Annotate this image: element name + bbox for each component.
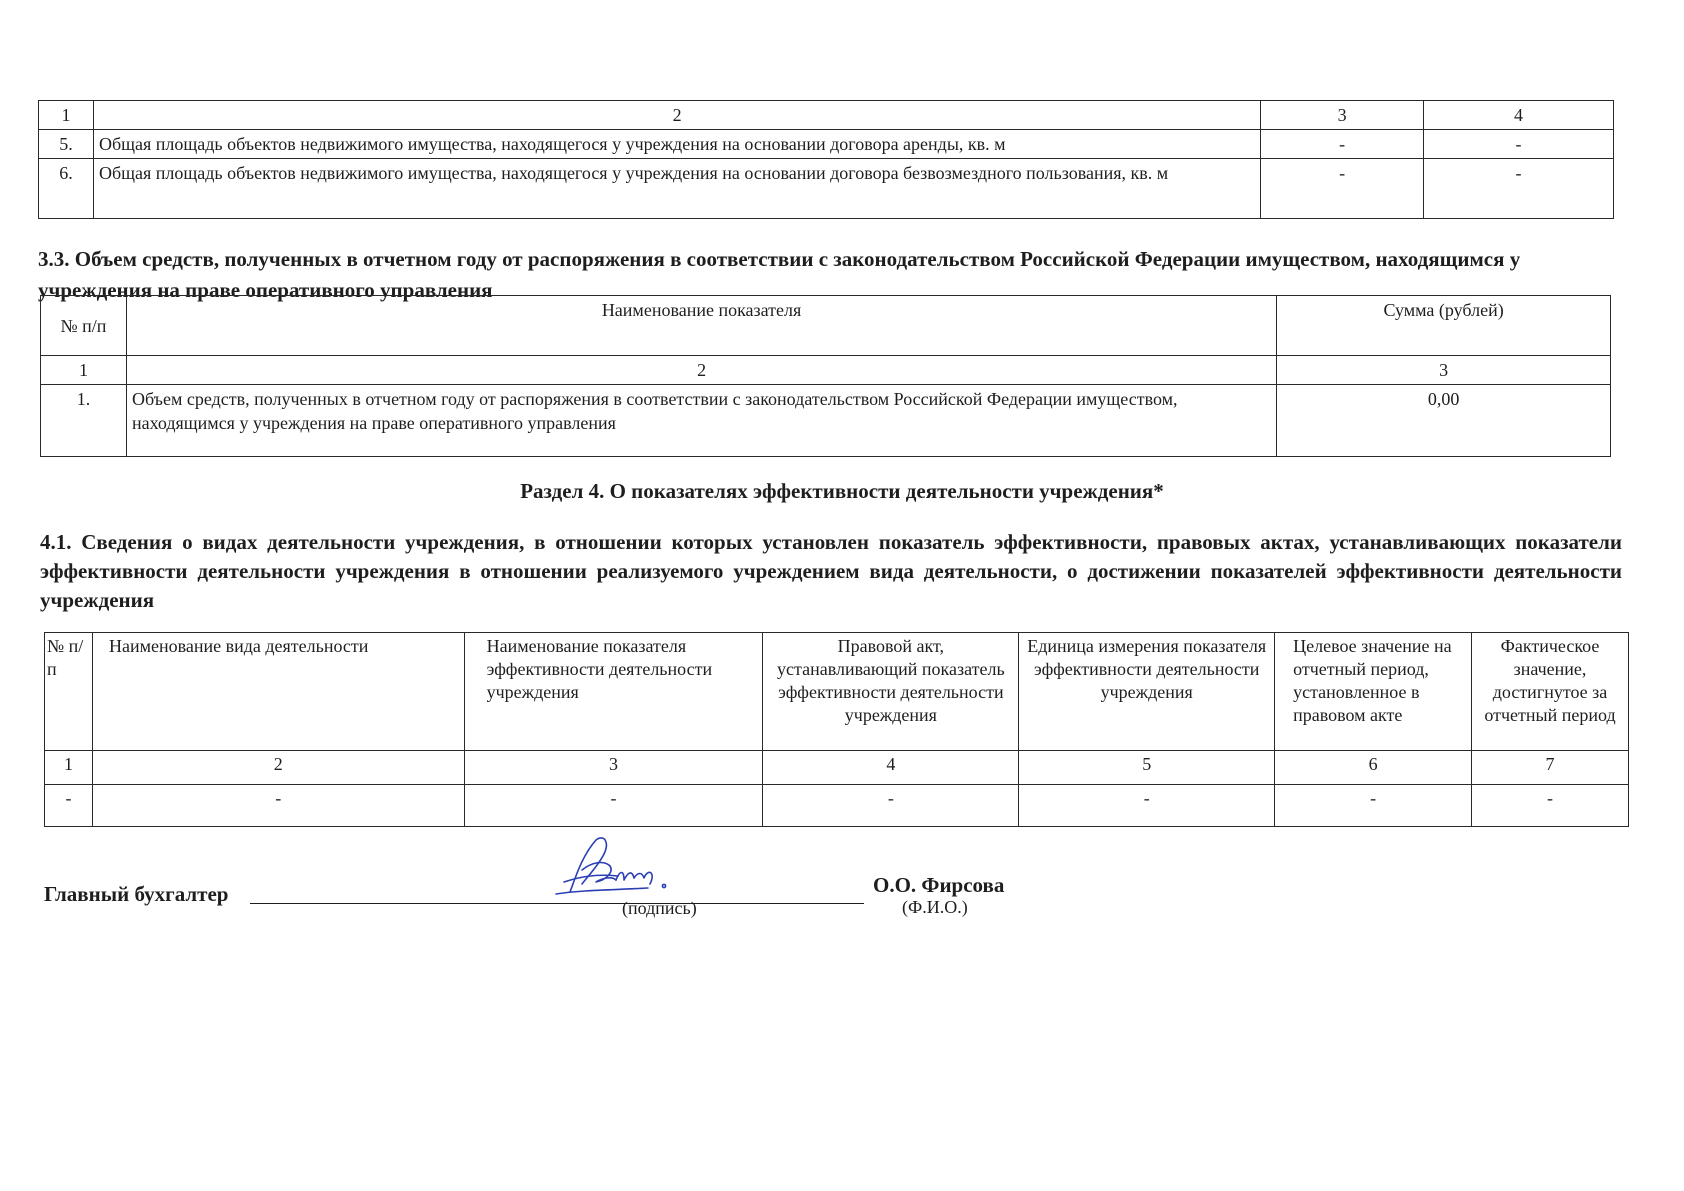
header-activity-type: Наименование вида деятельности [92, 633, 464, 751]
table-row [39, 130, 1614, 159]
table-header-row [45, 633, 1629, 751]
row-number: 6. [39, 159, 94, 219]
col-number-4: 4 [1424, 101, 1614, 130]
row-name: Общая площадь объектов недвижимого имущества, находящегося у учреждения на основании договора аренды, кв. м [93, 130, 1260, 159]
property-area-table [38, 100, 1614, 219]
col-number-6: 6 [1275, 751, 1472, 785]
row-cell: - [763, 785, 1019, 827]
header-number: № п/п [45, 633, 93, 751]
header-indicator-name: Наименование показателя эффективности деятельности учреждения [464, 633, 763, 751]
col-number-2: 2 [93, 101, 1260, 130]
signature-position: Главный бухгалтер [44, 882, 229, 906]
table-row [39, 159, 1614, 219]
col-number-1: 1 [45, 751, 93, 785]
header-target-value: Целевое значение на отчетный период, установленное в правовом акте [1275, 633, 1472, 751]
section-4-1-heading: 4.1. Сведения о видах деятельности учреждения, в отношении которых установлен показатель эффективности, правовых актах, устанавливающих показатели эффективности деятельности учреждения в отношении реализуемого учреждением вида деятельности, о достижении показателей эффективности деятельности учреждения [40, 530, 1622, 612]
col-number-3: 3 [464, 751, 763, 785]
section-3-3-heading: 3.3. Объем средств, полученных в отчетном году от распоряжения в соответствии с законодательством Российской Федерации имуществом, находящимся у учреждения на праве оперативного управления [38, 247, 1521, 302]
col-number-3: 3 [1261, 101, 1424, 130]
col-number-2: 2 [126, 356, 1276, 385]
header-name: Наименование показателя [126, 296, 1276, 356]
row-sum: 0,00 [1277, 385, 1611, 457]
funds-table [40, 295, 1611, 457]
row-cell: - [1019, 785, 1275, 827]
col-number-7: 7 [1472, 751, 1629, 785]
signatory-name-caption: (Ф.И.О.) [902, 897, 968, 917]
header-legal-act: Правовой акт, устанавливающий показатель эффективности деятельности учреждения [763, 633, 1019, 751]
row-cell: - [45, 785, 93, 827]
row-value: - [1424, 130, 1614, 159]
column-numbers-row [41, 356, 1611, 385]
row-number: 5. [39, 130, 94, 159]
row-value: - [1424, 159, 1614, 219]
signature-caption: (подпись) [622, 898, 697, 918]
section-4-title: Раздел 4. О показателях эффективности деятельности учреждения* [520, 479, 1164, 503]
efficiency-indicators-table [44, 632, 1629, 827]
header-sum: Сумма (рублей) [1277, 296, 1611, 356]
row-cell: - [92, 785, 464, 827]
signatory-name: О.О. Фирсова [873, 873, 1005, 897]
row-cell: - [1472, 785, 1629, 827]
col-number-3: 3 [1277, 356, 1611, 385]
row-cell: - [464, 785, 763, 827]
header-unit: Единица измерения показателя эффективности деятельности учреждения [1019, 633, 1275, 751]
row-name: Общая площадь объектов недвижимого имущества, находящегося у учреждения на основании договора безвозмездного пользования, кв. м [93, 159, 1260, 219]
row-number: 1. [41, 385, 127, 457]
handwritten-signature-icon [552, 832, 692, 904]
row-name: Объем средств, полученных в отчетном году от распоряжения в соответствии с законодательством Российской Федерации имуществом, находящимся у учреждения на праве оперативного управления [126, 385, 1276, 457]
row-cell: - [1275, 785, 1472, 827]
row-value: - [1261, 130, 1424, 159]
col-number-2: 2 [92, 751, 464, 785]
table-row [41, 385, 1611, 457]
header-number: № п/п [41, 296, 127, 356]
col-number-5: 5 [1019, 751, 1275, 785]
col-number-1: 1 [39, 101, 94, 130]
table-row [45, 785, 1629, 827]
row-value: - [1261, 159, 1424, 219]
column-numbers-row [45, 751, 1629, 785]
table-header-row [41, 296, 1611, 356]
table-header-row [39, 101, 1614, 130]
col-number-4: 4 [763, 751, 1019, 785]
col-number-1: 1 [41, 356, 127, 385]
header-actual-value: Фактическое значение, достигнутое за отчетный период [1472, 633, 1629, 751]
